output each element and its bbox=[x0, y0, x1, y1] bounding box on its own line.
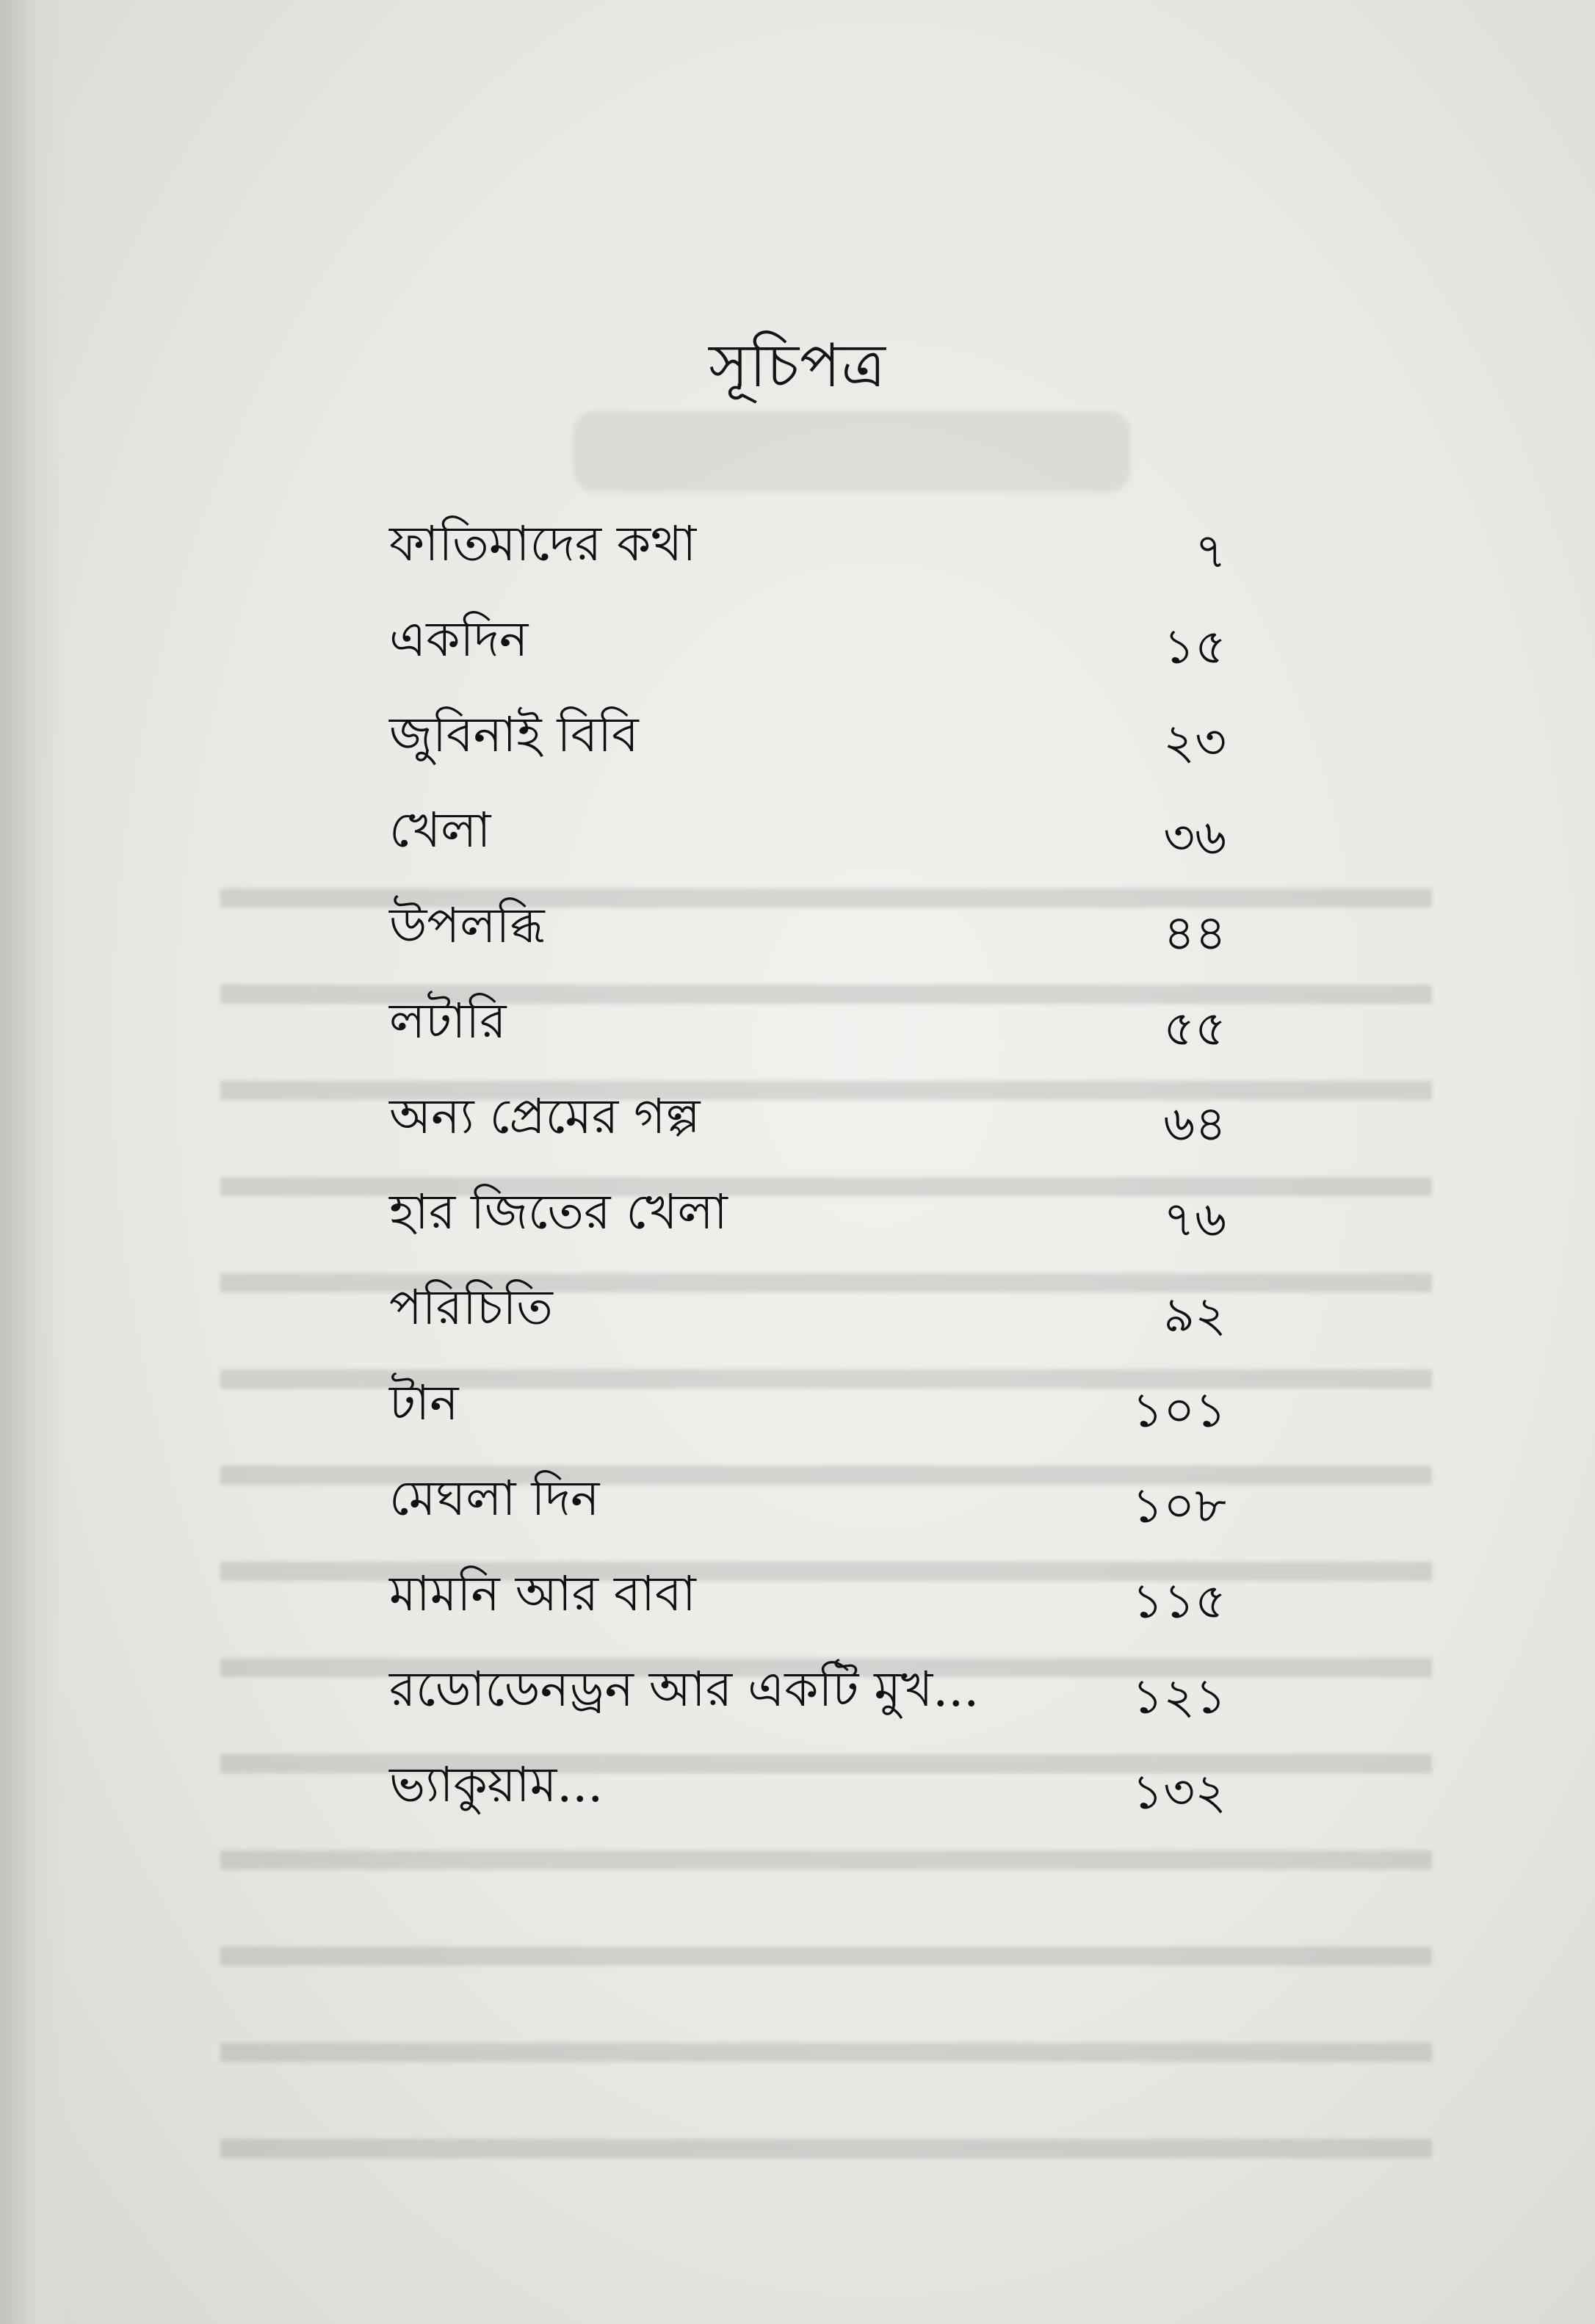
toc-entry-page: ১০৮ bbox=[1132, 1477, 1226, 1534]
toc-entry-title: খেলা bbox=[389, 802, 491, 858]
toc-entry-title: মামনি আর বাবা bbox=[389, 1565, 696, 1622]
toc-row bbox=[375, 1469, 1226, 1564]
toc-entry-page: ৭৬ bbox=[1163, 1191, 1226, 1248]
toc-row bbox=[375, 1278, 1226, 1373]
toc-entry-page: ১৫ bbox=[1163, 618, 1226, 675]
toc-entry-page: ৪৪ bbox=[1163, 905, 1226, 961]
toc-row bbox=[375, 800, 1226, 896]
toc-entry-page: ৩৬ bbox=[1163, 809, 1226, 866]
toc-entry-title: পরিচিতি bbox=[389, 1279, 553, 1336]
toc-entry-page: ১০১ bbox=[1132, 1382, 1226, 1438]
toc-entry-title: একদিন bbox=[389, 611, 529, 667]
toc-entry-page: ১১৫ bbox=[1132, 1573, 1226, 1629]
toc-entry-page: ১৩২ bbox=[1132, 1764, 1226, 1820]
toc-entry-page: ৭ bbox=[1195, 523, 1226, 579]
toc-entry-title: ভ্যাকুয়াম... bbox=[389, 1756, 604, 1813]
toc-entry-title: টান bbox=[389, 1375, 459, 1431]
toc-entry-page: ২৩ bbox=[1163, 714, 1226, 770]
toc-row bbox=[375, 1373, 1226, 1469]
toc-row bbox=[375, 1755, 1226, 1850]
toc-entry-page: ৫৫ bbox=[1163, 1000, 1226, 1057]
toc-row bbox=[375, 1564, 1226, 1659]
toc-entry-title: মেঘলা দিন bbox=[389, 1470, 600, 1527]
toc-entry-title: উপলব্ধি bbox=[389, 897, 545, 954]
toc-row bbox=[375, 514, 1226, 609]
toc-entry-title: রডোডেনড্রন আর একটি মুখ... bbox=[389, 1661, 980, 1717]
table-of-contents bbox=[375, 514, 1226, 1850]
toc-row bbox=[375, 991, 1226, 1087]
toc-entry-title: হার জিতের খেলা bbox=[389, 1184, 728, 1240]
toc-entry-title: অন্য প্রেমের গল্প bbox=[389, 1088, 701, 1145]
toc-entry-page: ৬৪ bbox=[1163, 1096, 1226, 1152]
toc-entry-title: জুবিনাই বিবি bbox=[389, 706, 639, 763]
toc-row bbox=[375, 1087, 1226, 1182]
toc-entry-title: ফাতিমাদের কথা bbox=[389, 515, 697, 572]
bleed-through-title bbox=[573, 411, 1131, 492]
toc-row bbox=[375, 1182, 1226, 1278]
toc-row bbox=[375, 705, 1226, 800]
toc-row bbox=[375, 896, 1226, 991]
toc-entry-page: ৯২ bbox=[1163, 1286, 1226, 1343]
toc-row bbox=[375, 609, 1226, 705]
toc-entry-page: ১২১ bbox=[1132, 1668, 1226, 1725]
toc-entry-title: লটারি bbox=[389, 993, 507, 1049]
toc-row bbox=[375, 1659, 1226, 1755]
toc-title: সূচিপত্র bbox=[709, 331, 886, 401]
